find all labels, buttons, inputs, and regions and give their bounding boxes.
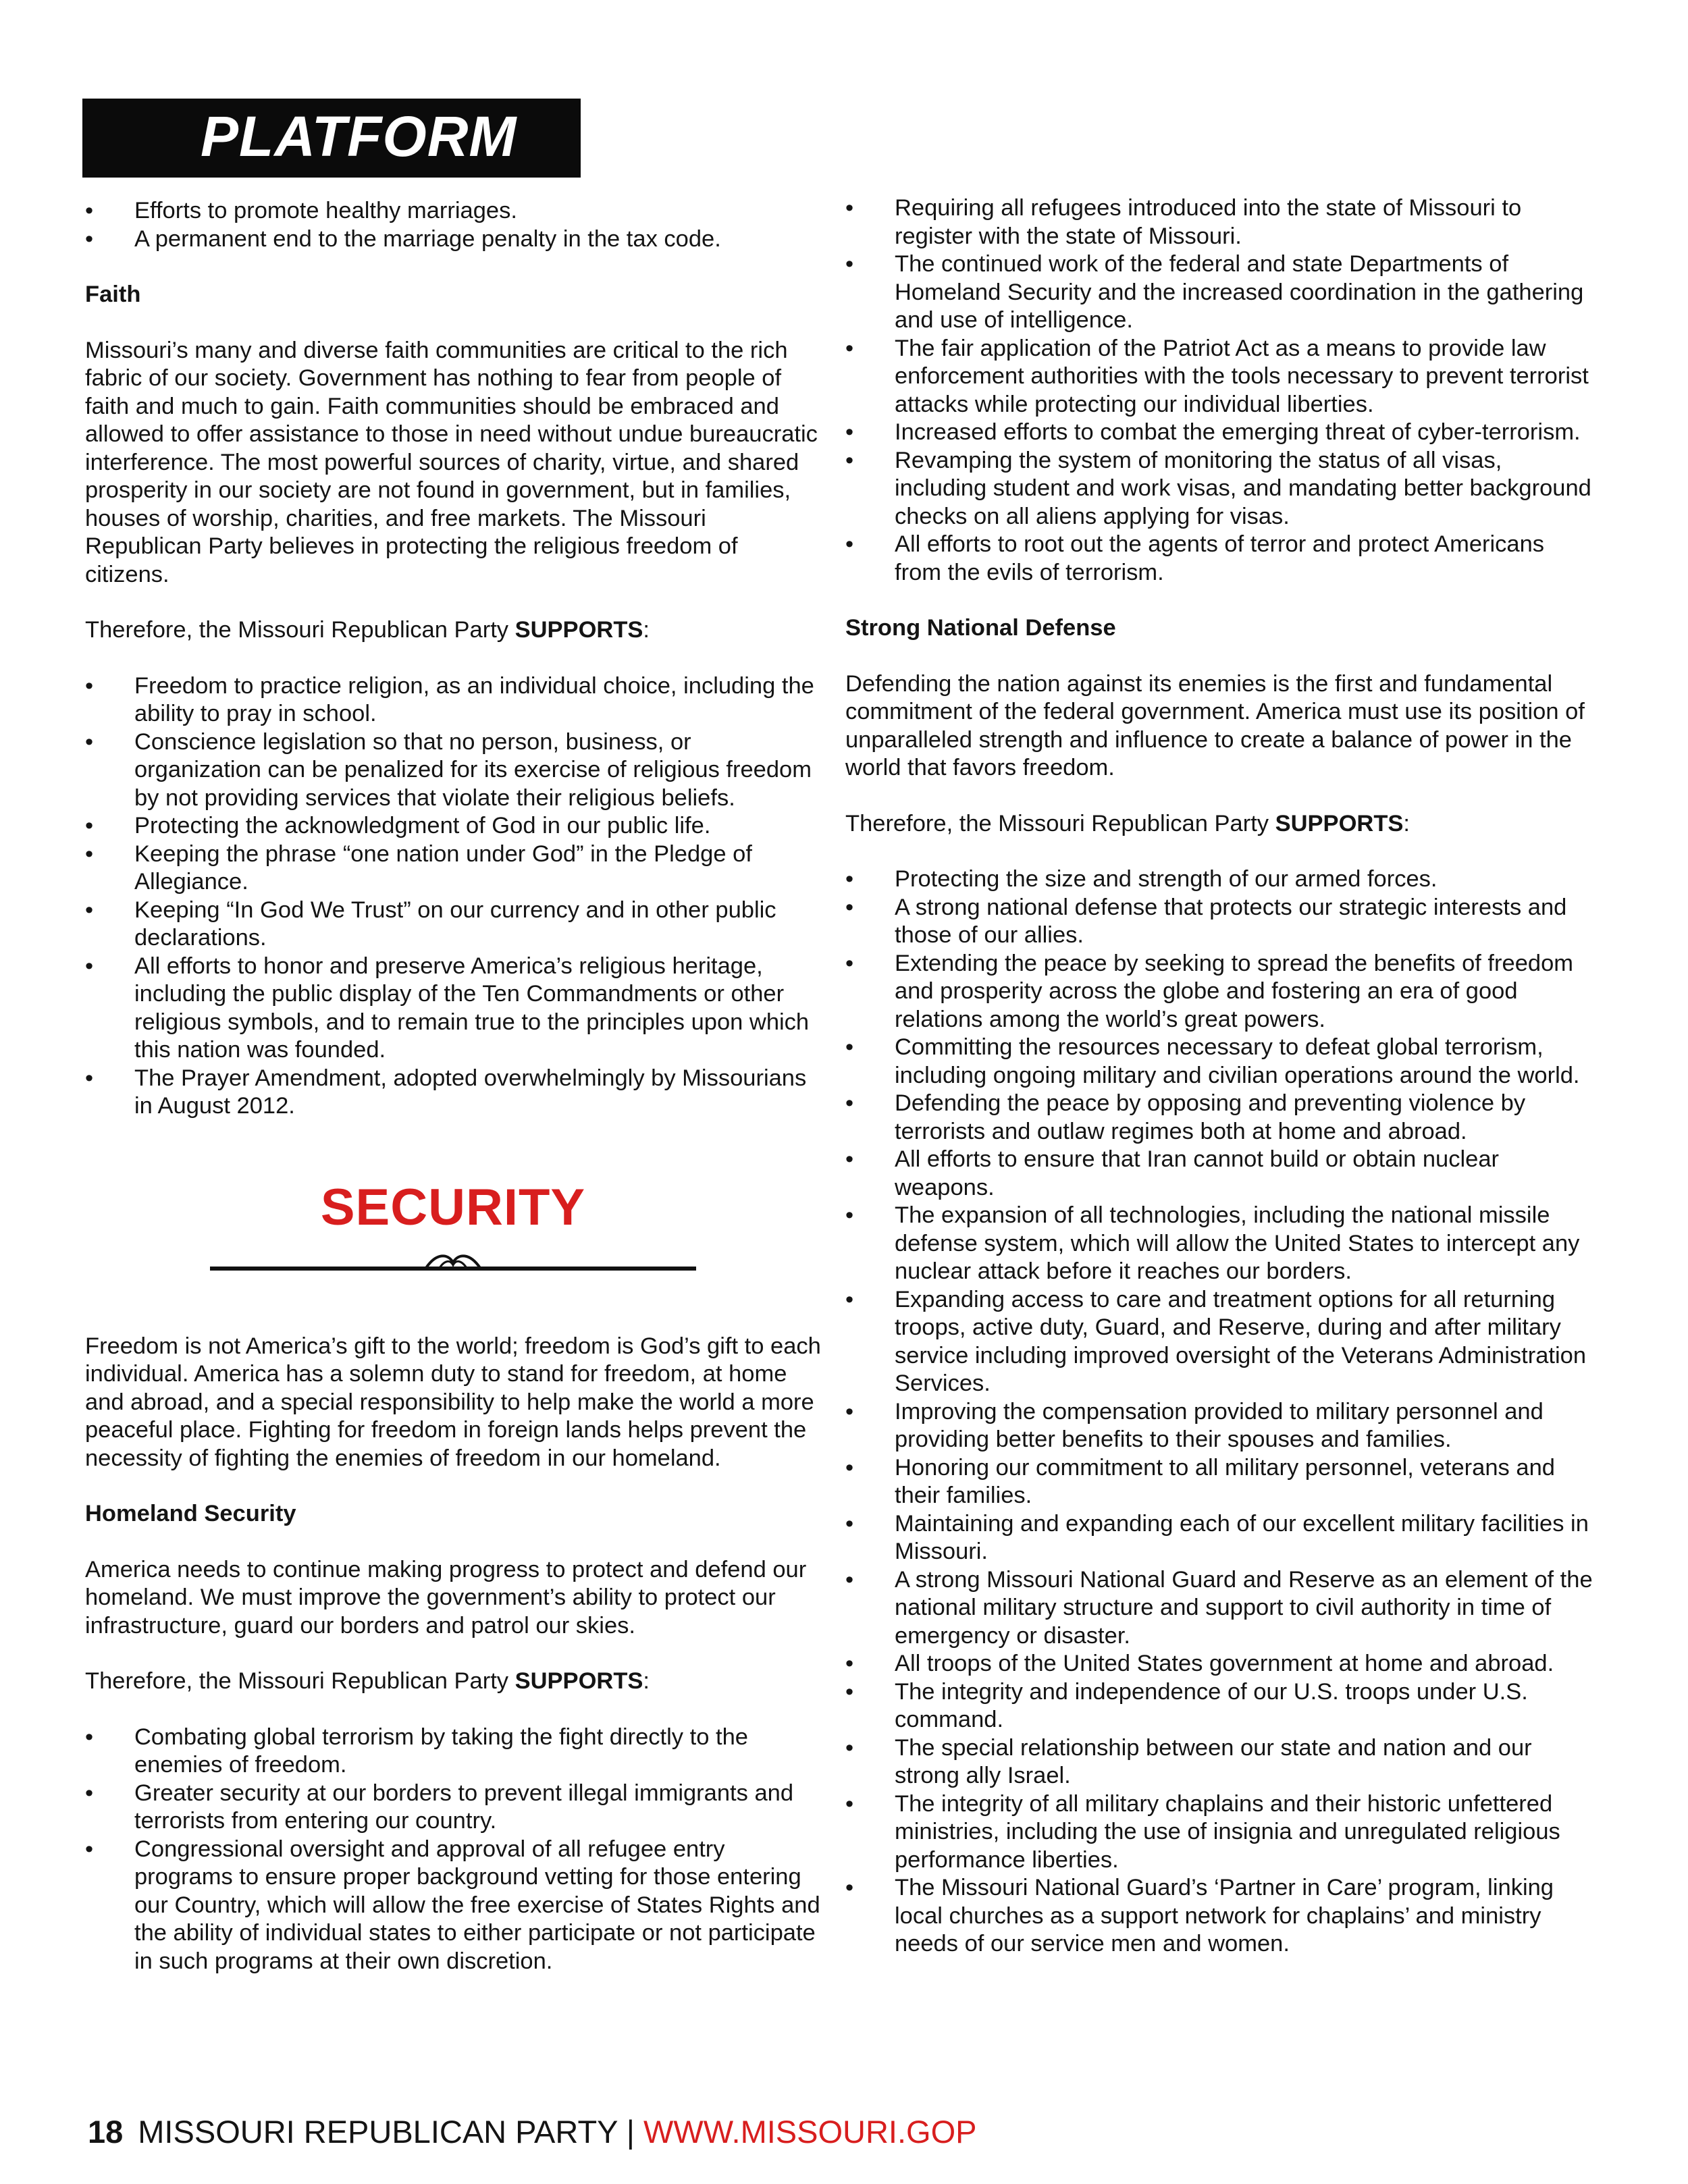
list-item: • Improving the compensation provided to military personnel and providing better benefits to their spouses and families. <box>845 1398 1595 1454</box>
list-item: • The integrity of all military chaplains and their historic unfettered ministries, including the use of insignia and unregulated religious performance liberties. <box>845 1790 1595 1875</box>
list-item: • All efforts to ensure that Iran cannot build or obtain nuclear weapons. <box>845 1146 1595 1202</box>
list-item: • Conscience legislation so that no person, business, or organization can be penalized for its exercise of religious freedom by not providing services that violate their religious beliefs. <box>85 728 821 813</box>
list-item: • Expanding access to care and treatment options for all returning troops, active duty, Guard, and Reserve, during and after military service including improved oversight of the Veterans Administration Services. <box>845 1286 1595 1398</box>
list-item: • The continued work of the federal and state Departments of Homeland Security and the increased coordination in the gathering and use of intelligence. <box>845 250 1595 335</box>
list-item: • A strong national defense that protects our strategic interests and those of our allies. <box>845 894 1595 950</box>
list-item: • Maintaining and expanding each of our excellent military facilities in Missouri. <box>845 1510 1595 1566</box>
list-item: • The Prayer Amendment, adopted overwhelmingly by Missourians in August 2012. <box>85 1065 821 1121</box>
list-item: • Committing the resources necessary to defeat global terrorism, including ongoing military and civilian operations around the world. <box>845 1034 1595 1090</box>
security-paragraph: Freedom is not America’s gift to the world; freedom is God’s gift to each individual. America has a solemn duty to stand for freedom, at home and abroad, and a special responsibility to help make the world a more peaceful place. Fighting for freedom in foreign lands helps prevent the necessity of fighting the enemies of freedom in our homeland. <box>85 1333 821 1471</box>
faith-bullet-list <box>85 672 821 1121</box>
supports-word: SUPPORTS <box>515 1668 643 1694</box>
list-item: • The integrity and independence of our U.S. troops under U.S. command. <box>845 1678 1595 1734</box>
supports-suffix: : <box>643 617 650 643</box>
list-item: • Honoring our commitment to all military personnel, veterans and their families. <box>845 1454 1595 1510</box>
footer-website-link[interactable]: WWW.MISSOURI.GOP <box>643 2114 977 2150</box>
footer-org-name: MISSOURI REPUBLICAN PARTY <box>138 2114 618 2150</box>
list-item: • The Missouri National Guard’s ‘Partner in Care’ program, linking local churches as a support network for chaplains’ and ministry needs of our service men and women. <box>845 1874 1595 1959</box>
list-item: • All troops of the United States government at home and abroad. <box>845 1650 1595 1678</box>
homeland-bullet-list <box>85 1724 821 1976</box>
list-item: • Revamping the system of monitoring the status of all visas, including student and work visas, and mandating better background checks on all aliens applying for visas. <box>845 447 1595 531</box>
list-item: • A strong Missouri National Guard and Reserve as an element of the national military structure and support to civil authority in time of emergency or disaster. <box>845 1566 1595 1651</box>
supports-suffix: : <box>1403 810 1410 836</box>
supports-prefix: Therefore, the Missouri Republican Party <box>85 617 515 643</box>
footer-separator: | <box>626 2114 635 2150</box>
list-item: • Requiring all refugees introduced into the state of Missouri to register with the state of Missouri. <box>845 194 1595 250</box>
page-number: 18 <box>88 2114 124 2150</box>
list-item: • Keeping the phrase “one nation under God” in the Pledge of Allegiance. <box>85 841 821 897</box>
homeland-continued-bullet-list <box>845 194 1595 587</box>
list-item: • The expansion of all technologies, including the national missile defense system, which will allow the United States to intercept any nuclear attack before it reaches our borders. <box>845 1202 1595 1286</box>
supports-word: SUPPORTS <box>515 617 643 643</box>
list-item: • A permanent end to the marriage penalty in the tax code. <box>85 225 821 254</box>
list-item: • All efforts to honor and preserve America’s religious heritage, including the public display of the Ten Commandments or other religious symbols, and to remain true to the principles upon which this nation was founded. <box>85 953 821 1065</box>
defense-paragraph: Defending the nation against its enemies is the first and fundamental commitment of the federal government. America must use its position of unparalleled strength and influence to create a balance of power in the world that favors freedom. <box>845 670 1585 780</box>
security-title: SECURITY <box>320 1178 586 1236</box>
supports-word: SUPPORTS <box>1275 810 1404 836</box>
list-item: • The fair application of the Patriot Act as a means to provide law enforcement authorities with the tools necessary to prevent terrorist attacks while protecting our individual liberties. <box>845 335 1595 419</box>
homeland-security-heading: Homeland Security <box>85 1501 296 1526</box>
list-item: • Greater security at our borders to prevent illegal immigrants and terrorists from entering our country. <box>85 1780 821 1836</box>
defense-heading: Strong National Defense <box>845 615 1116 641</box>
list-item: • Protecting the size and strength of our armed forces. <box>845 865 1595 894</box>
list-item: • Congressional oversight and approval of all refugee entry programs to ensure proper background vetting for those entering our Country, which will allow the free exercise of States Rights and the ability of individual states to either participate or not participate in such programs at their own discretion. <box>85 1836 821 1976</box>
list-item: • Defending the peace by opposing and preventing violence by terrorists and outlaw regimes both at home and abroad. <box>845 1090 1595 1146</box>
supports-suffix: : <box>643 1668 650 1694</box>
supports-prefix: Therefore, the Missouri Republican Party <box>85 1668 515 1694</box>
homeland-paragraph: America needs to continue making progress to protect and defend our homeland. We must improve the government’s ability to protect our infrastructure, guard our borders and patrol our skies. <box>85 1556 807 1639</box>
right-column <box>845 194 1595 1959</box>
list-item: • Protecting the acknowledgment of God in our public life. <box>85 812 821 841</box>
marriage-bullet-list <box>85 197 821 253</box>
page-footer <box>88 2113 977 2151</box>
list-item: • Keeping “In God We Trust” on our currency and in other public declarations. <box>85 897 821 953</box>
defense-bullet-list <box>845 865 1595 1959</box>
list-item: • All efforts to root out the agents of terror and protect Americans from the evils of terrorism. <box>845 531 1595 587</box>
faith-supports-line <box>85 616 821 645</box>
list-item: • Efforts to promote healthy marriages. <box>85 197 821 225</box>
list-item: • Extending the peace by seeking to spread the benefits of freedom and prosperity across the globe and fostering an era of good relations among the world’s great powers. <box>845 950 1595 1034</box>
homeland-supports-line <box>85 1668 821 1696</box>
left-column <box>85 197 821 1975</box>
list-item: • Combating global terrorism by taking the fight directly to the enemies of freedom. <box>85 1724 821 1780</box>
faith-paragraph: Missouri’s many and diverse faith communities are critical to the rich fabric of our society. Government has nothing to fear from people of faith and much to gain. Faith communities should be embraced and allowed to offer assistance to those in need without undue bureaucratic interference. The most powerful sources of charity, virtue, and shared prosperity in our society are not found in government, but in families, houses of worship, charities, and free markets. The Missouri Republican Party believes in protecting the religious freedom of citizens. <box>85 337 818 587</box>
faith-heading: Faith <box>85 282 141 307</box>
divider-ornament-icon <box>203 1250 703 1277</box>
list-item: • Increased efforts to combat the emerging threat of cyber-terrorism. <box>845 419 1595 447</box>
list-item: • Freedom to practice religion, as an individual choice, including the ability to pray in school. <box>85 672 821 728</box>
defense-supports-line <box>845 810 1595 838</box>
platform-banner <box>82 99 581 178</box>
supports-prefix: Therefore, the Missouri Republican Party <box>845 810 1275 836</box>
list-item: • The special relationship between our state and nation and our strong ally Israel. <box>845 1734 1595 1790</box>
banner-title: PLATFORM <box>201 105 517 168</box>
